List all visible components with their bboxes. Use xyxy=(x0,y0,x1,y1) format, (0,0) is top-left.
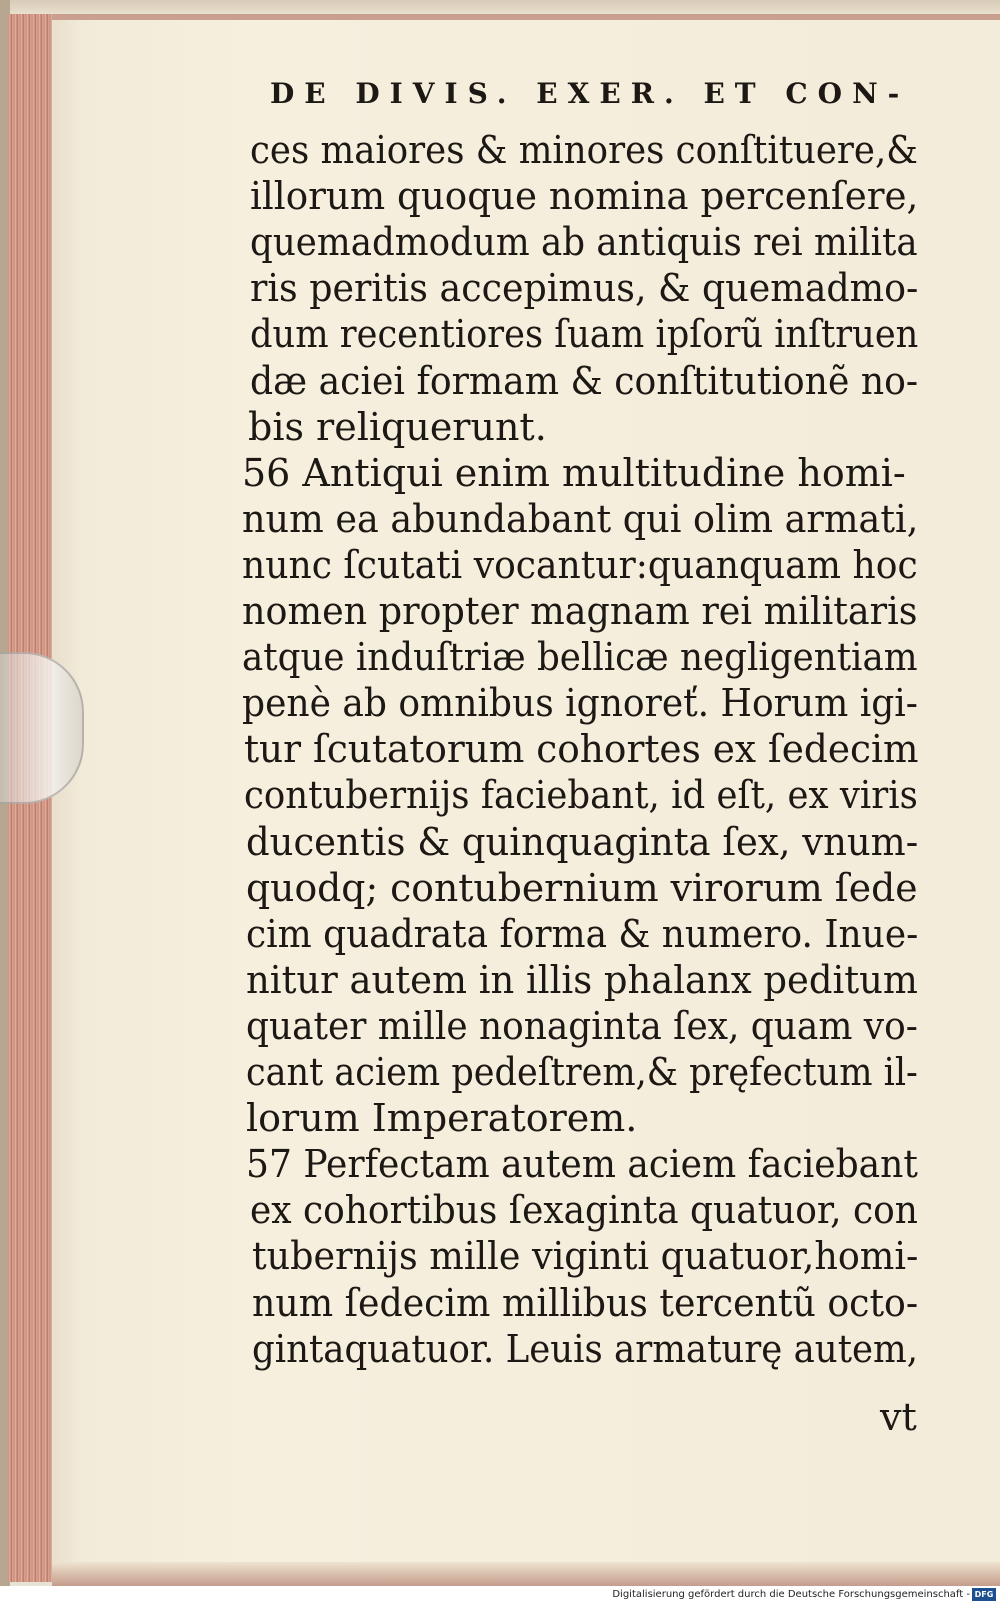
text-line: 56 Antiqui enim multitudine homi- xyxy=(242,450,906,495)
text-line: nitur autem in illis phalanx peditum xyxy=(246,957,918,1002)
text-line: 57 Perfectam autem aciem faciebant xyxy=(246,1142,918,1187)
footer-credit: Digitalisierung gefördert durch die Deutsche Forschungsgemeinschaft - xyxy=(612,1589,970,1600)
text-line: illorum quoque nomina percenſere, xyxy=(250,174,919,219)
catchword: vt xyxy=(880,1395,917,1439)
text-line: cant aciem pedeſtrem,& pręfectum il- xyxy=(246,1050,918,1094)
text-line: ex cohortibus ſexaginta quatuor, con xyxy=(250,1188,918,1233)
text-line: tubernijs mille viginti quatuor,homi- xyxy=(252,1234,919,1279)
text-line: atque induſtriæ bellicæ negligentiam xyxy=(242,635,918,680)
text-line: bis reliquerunt. xyxy=(248,404,547,449)
text-line: ces maiores & minores conſtituere,& xyxy=(250,128,918,172)
text-line: penè ab omnibus ignoreť. Horum igi- xyxy=(242,681,918,726)
text-line: dum recentiores ſuam ipſorũ inſtruen xyxy=(250,312,919,357)
text-line: quater mille nonaginta ſex, quam vo- xyxy=(246,1003,918,1048)
text-line: contubernijs faciebant, id eſt, ex viris xyxy=(244,773,918,818)
text-line: dæ aciei formam & conſtitutionẽ no- xyxy=(250,358,919,403)
text-line: cim quadrata forma & numero. Inue- xyxy=(246,911,919,956)
text-line: num ea abundabant qui olim armati, xyxy=(242,496,919,541)
text-line: ris peritis accepimus, & quemadmo- xyxy=(250,266,919,311)
text-line: quodq; contubernium virorum ſede xyxy=(246,865,918,910)
text-line: nunc ſcutati vocantur:quanquam hoc xyxy=(242,542,918,587)
text-line: num ſedecim millibus tercentũ octo- xyxy=(252,1280,919,1325)
running-head: DE DIVIS. EXER. ET CON- xyxy=(270,77,910,110)
text-line: lorum Imperatorem. xyxy=(246,1096,638,1141)
text-line: gintaquatuor. Leuis armaturę autem, xyxy=(252,1326,919,1371)
text-line: quemadmodum ab antiquis rei milita xyxy=(250,220,918,265)
text-line: tur ſcutatorum cohortes ex ſedecim xyxy=(244,727,919,772)
dfg-logo: DFG xyxy=(972,1588,996,1601)
text-line: ducentis & quinquaginta ſex, vnum- xyxy=(246,819,919,864)
text-line: nomen propter magnam rei militaris xyxy=(242,589,918,633)
